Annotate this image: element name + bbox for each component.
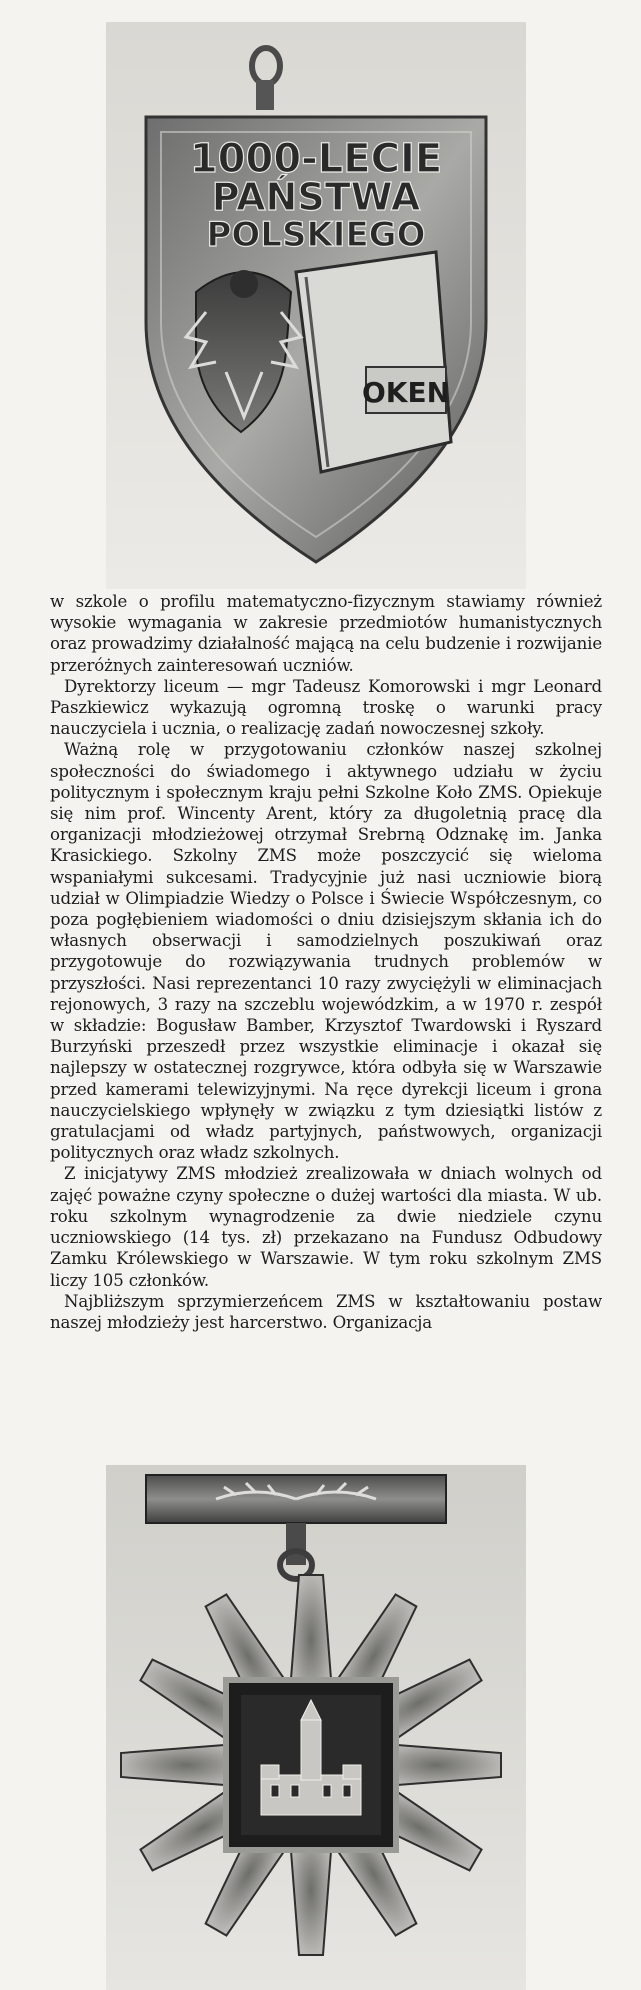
article-paragraph-2: Dyrektorzy liceum — mgr Tadeusz Komorowski i mgr Leonard Paszkiewicz wykazują ogromną troskę o warunki pracy nauczyciela i ucznia, o realizację zadań nowoczesnej szkoły. xyxy=(50,676,602,739)
badge-line-1: 1000-LECIE xyxy=(189,136,443,182)
star-badge-image xyxy=(106,1465,526,1990)
shield-badge-image xyxy=(106,22,526,589)
article-paragraph-5: Najbliższym sprzymierzeńcem ZMS w kształtowaniu postaw naszej młodzieży jest harcerstwo. Organizacja xyxy=(50,1291,602,1332)
badge-line-3: POLSKIEGO xyxy=(206,215,426,255)
article-body xyxy=(50,591,602,1333)
oken-mark: OKEN xyxy=(361,376,451,409)
badge-line-2: PAŃSTWA xyxy=(211,175,421,219)
article-paragraph-1: w szkole o profilu matematyczno-fizycznym stawiamy również wysokie wymagania w zakresie przedmiotów humanistycznych oraz prowadzimy działalność mającą na celu budzenie i rozwijanie przeróżnych zainteresowań uczniów. xyxy=(50,592,602,675)
badge-photo-bottom xyxy=(106,1465,526,1990)
article-paragraph-3: Ważną rolę w przygotowaniu członków naszej szkolnej społeczności do świadomego i aktywnego udziału w życiu politycznym i społecznym kraju pełni Szkolne Koło ZMS. Opiekuje się nim prof. Wincenty Arent, który za długoletnią pracę dla organizacji młodzieżowej otrzymał Srebrną Odznakę im. Janka Krasickiego. Szkolny ZMS może poszczycić się wieloma wspaniałymi sukcesami. Tradycyjnie już nasi uczniowie biorą udział w Olimpiadzie Wiedzy o Polsce i Świecie Współczesnym, co poza pogłębieniem wiadomości o dniu dzisiejszym skłania ich do własnych obserwacji i samodzielnych poszukiwań oraz przygotowuje do rozwiązywania trudnych problemów w przyszłości. Nasi reprezentanci 10 razy zwyciężyli w eliminacjach rejonowych, 3 razy na szczeblu wojewódzkim, a w 1970 r. zespół w składzie: Bogusław Bamber, Krzysztof Twardowski i Ryszard Burzyński przeszedł przez wszystkie eliminacje i okazał się najlepszy w ostatecznej rozgrywce, która odbyła się w Warszawie przed kamerami telewizyjnymi. Na ręce dyrekcji liceum i grona nauczycielskiego wpłynęły w związku z tym dziesiątki listów z gratulacjami od władz partyjnych, państwowych, organizacji politycznych oraz władz szkolnych. xyxy=(50,740,602,1163)
article-paragraph-4: Z inicjatywy ZMS młodzież zrealizowała w dniach wolnych od zajęć poważne czyny społeczne o dużej wartości dla miasta. W ub. roku szkolnym wynagrodzenie za dwie niedziele czynu uczniowskiego (14 tys. zł) przekazano na Fundusz Odbudowy Zamku Królewskiego w Warszawie. W tym roku szkolnym ZMS liczy 105 członków. xyxy=(50,1164,602,1290)
badge-photo-top xyxy=(106,22,526,589)
